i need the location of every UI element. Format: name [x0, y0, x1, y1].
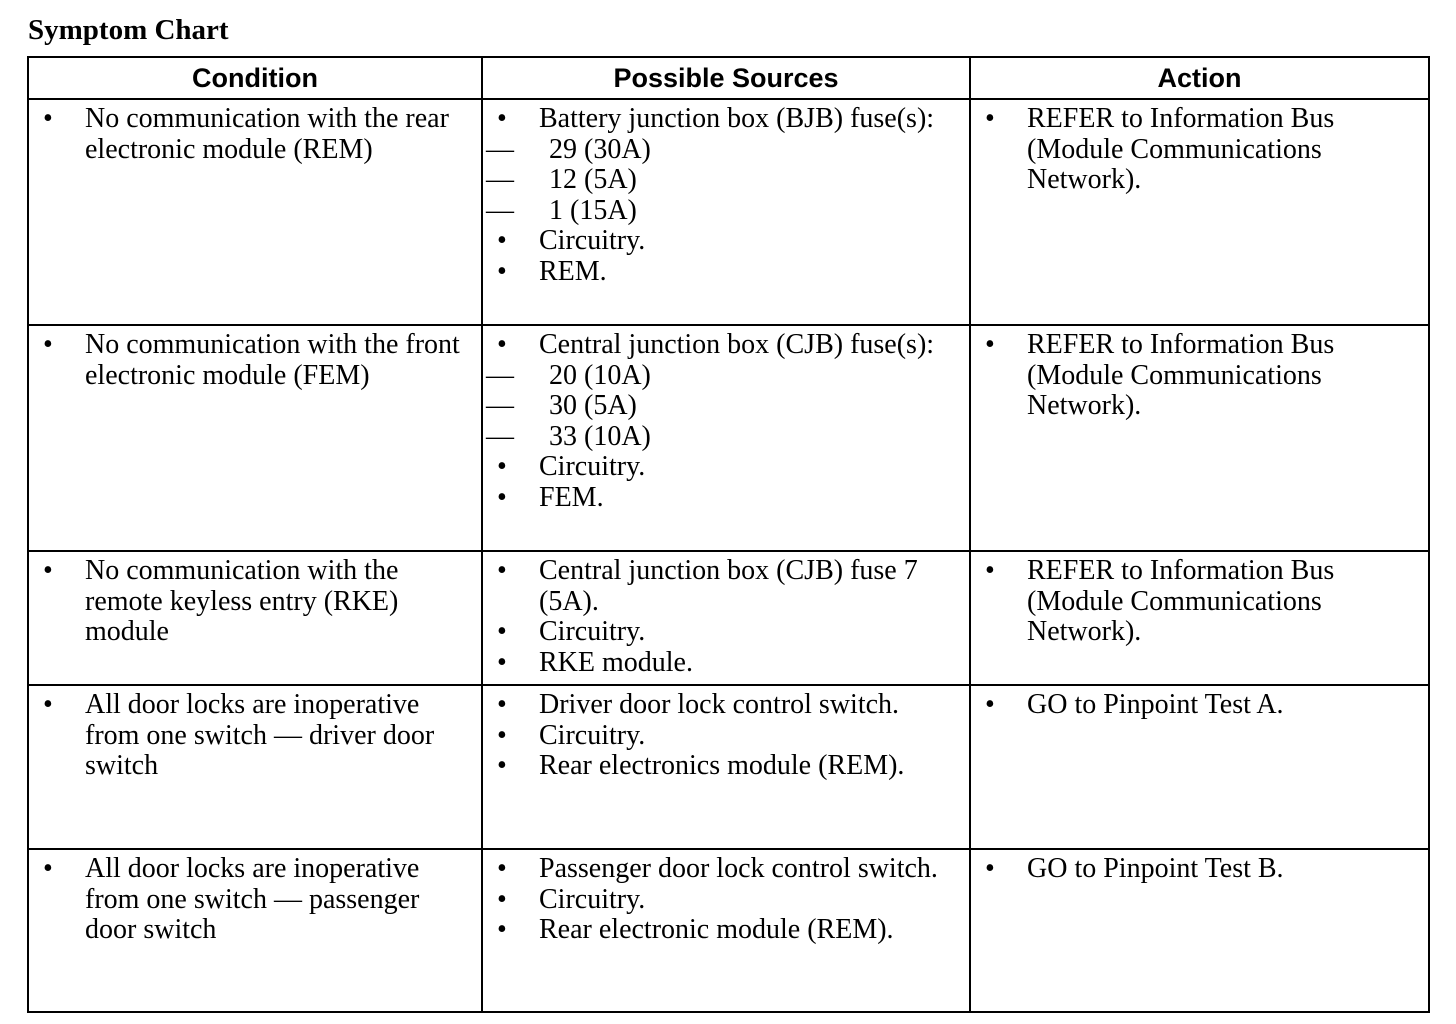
source-item: • Central junction box (CJB) fuse 7 (5A). [483, 556, 969, 617]
action-cell [970, 325, 1429, 551]
sources-cell [482, 551, 970, 685]
sources-cell [482, 325, 970, 551]
condition-text: • No communication with the rear electronic module (REM) [29, 104, 481, 165]
source-item: • Circuitry. [483, 721, 969, 752]
source-item: • Circuitry. [483, 885, 969, 916]
fuse-item: — 29 (30A) [483, 135, 959, 166]
table-row [28, 325, 1429, 551]
fuse-item: — 12 (5A) [483, 165, 959, 196]
table-row [28, 99, 1429, 325]
source-item [483, 330, 969, 452]
action-text: • REFER to Information Bus (Module Communications Network). [971, 556, 1428, 648]
source-item: • RKE module. [483, 648, 969, 679]
source-text: Central junction box (CJB) fuse(s): [539, 329, 935, 360]
source-item: • Rear electronic module (REM). [483, 915, 969, 946]
action-text: • REFER to Information Bus (Module Communications Network). [971, 330, 1428, 422]
fuse-item: — 30 (5A) [483, 391, 959, 422]
source-item: • Passenger door lock control switch. [483, 854, 969, 885]
header-condition: Condition [28, 57, 482, 99]
action-text: • GO to Pinpoint Test A. [971, 690, 1428, 721]
header-possible-sources: Possible Sources [482, 57, 970, 99]
fuse-item: — 20 (10A) [483, 361, 959, 392]
source-item: • Circuitry. [483, 617, 969, 648]
header-row [28, 57, 1429, 99]
source-item: • Circuitry. [483, 452, 969, 483]
sources-cell [482, 685, 970, 849]
condition-text: • All door locks are inoperative from one switch — driver door switch [29, 690, 481, 782]
action-cell [970, 551, 1429, 685]
source-item: • FEM. [483, 483, 969, 514]
action-cell [970, 99, 1429, 325]
source-item: • Circuitry. [483, 226, 969, 257]
action-text: • GO to Pinpoint Test B. [971, 854, 1428, 885]
condition-cell [28, 685, 482, 849]
table-row [28, 849, 1429, 1012]
source-item [483, 104, 969, 226]
condition-text: • No communication with the front electronic module (FEM) [29, 330, 481, 391]
page-title: Symptom Chart [28, 14, 229, 46]
header-action: Action [970, 57, 1429, 99]
table-row [28, 685, 1429, 849]
fuse-item: — 33 (10A) [483, 422, 959, 453]
sources-cell [482, 99, 970, 325]
source-text: Battery junction box (BJB) fuse(s): [539, 103, 935, 134]
action-cell [970, 849, 1429, 1012]
action-text: • REFER to Information Bus (Module Communications Network). [971, 104, 1428, 196]
condition-cell [28, 551, 482, 685]
sources-cell [482, 849, 970, 1012]
action-cell [970, 685, 1429, 849]
condition-text: • No communication with the remote keyless entry (RKE) module [29, 556, 481, 648]
condition-cell [28, 849, 482, 1012]
source-item: • Driver door lock control switch. [483, 690, 969, 721]
source-item: • Rear electronics module (REM). [483, 751, 969, 782]
condition-cell [28, 325, 482, 551]
condition-text: • All door locks are inoperative from one switch — passenger door switch [29, 854, 481, 946]
fuse-item: — 1 (15A) [483, 196, 959, 227]
symptom-table [27, 56, 1430, 1013]
table-row [28, 551, 1429, 685]
source-item: • REM. [483, 257, 969, 288]
condition-cell [28, 99, 482, 325]
